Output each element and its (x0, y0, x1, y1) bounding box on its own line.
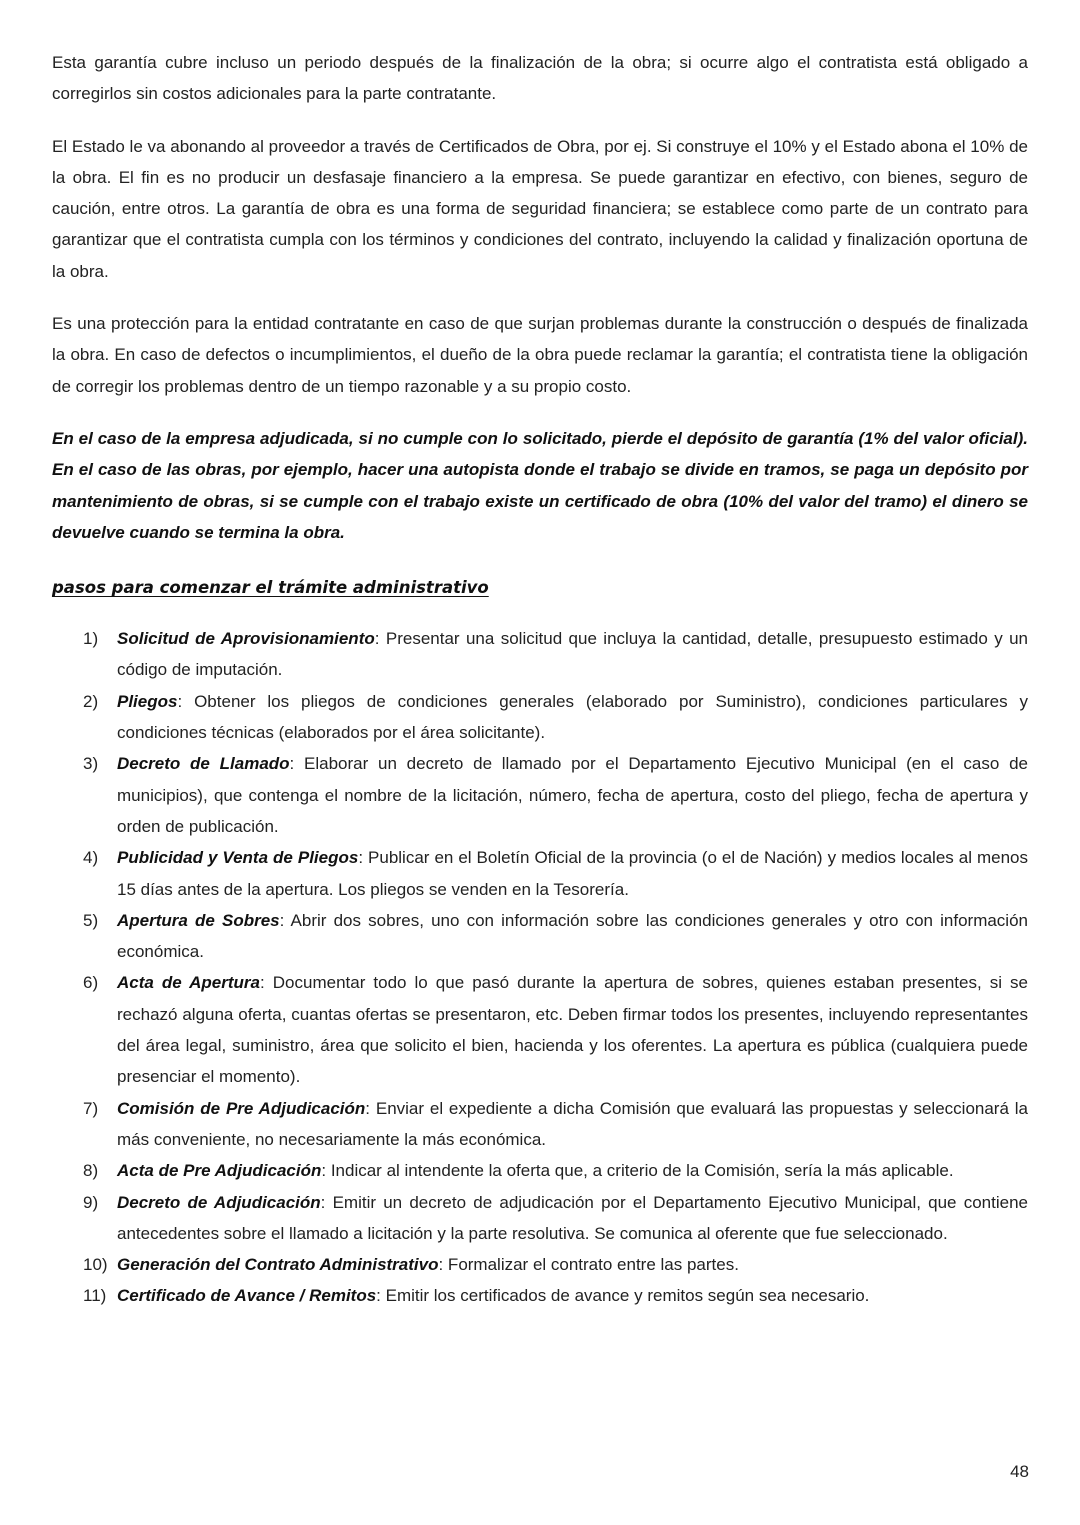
list-item (52, 1093, 1028, 1156)
list-item (52, 905, 1028, 968)
step-number: 2) (83, 691, 99, 711)
step-term: Solicitud de Aprovisionamiento (117, 629, 375, 649)
steps-list (52, 623, 1028, 1312)
step-term: Decreto de Llamado (117, 754, 290, 774)
list-item (52, 842, 1028, 905)
step-number: 11) (83, 1286, 107, 1306)
step-number: 1) (83, 629, 99, 649)
step-number: 6) (83, 973, 99, 993)
step-term: Acta de Apertura (117, 973, 260, 993)
section-heading: pasos para comenzar el trámite administrativo (52, 578, 489, 598)
step-text: : Indicar al intendente la oferta que, a criterio de la Comisión, sería la más aplicable. (321, 1161, 954, 1181)
step-term: Apertura de Sobres (117, 910, 280, 930)
step-text: : Emitir los certificados de avance y remitos según sea necesario. (376, 1286, 870, 1306)
document-page (52, 47, 1028, 1312)
step-term: Publicidad y Venta de Pliegos (117, 848, 359, 868)
step-term: Comisión de Pre Adjudicación (117, 1098, 366, 1118)
page-number: 48 (1010, 1462, 1029, 1481)
step-term: Certificado de Avance / Remitos (117, 1286, 377, 1306)
list-item (52, 1280, 1028, 1311)
step-term: Decreto de Adjudicación (117, 1192, 321, 1212)
step-number: 3) (83, 754, 99, 774)
list-item (52, 623, 1028, 686)
step-term: Pliegos (117, 691, 178, 711)
step-number: 5) (83, 910, 99, 930)
paragraph-protection: Es una protección para la entidad contratante en caso de que surjan problemas durante la construcción o después de finalizada la obra. En caso de defectos o incumplimientos, el dueño de la obra puede reclamar la garantía; el contratista tiene la obligación de corregir los problemas dentro de un tiempo razonable y a su propio costo. (52, 314, 1028, 396)
step-text: : Enviar el expediente a dicha Comisión que evaluará las propuestas y seleccionará la más conveniente, no necesariamente la más económica. (117, 1098, 1028, 1149)
list-item (52, 967, 1028, 1092)
step-number: 7) (83, 1098, 99, 1118)
paragraph-warranty-period: Esta garantía cubre incluso un periodo después de la finalización de la obra; si ocurre algo el contratista está obligado a corregirlos sin costos adicionales para la parte contratante. (52, 53, 1028, 104)
list-item (52, 1187, 1028, 1250)
step-text: : Emitir un decreto de adjudicación por el Departamento Ejecutivo Municipal, que contiene antecedentes sobre el llamado a licitación y la parte resolutiva. Se comunica al oferente que fue seleccionado. (117, 1192, 1028, 1243)
step-number: 4) (83, 848, 99, 868)
list-item (52, 1249, 1028, 1280)
list-item (52, 748, 1028, 842)
step-text: : Obtener los pliegos de condiciones generales (elaborado por Suministro), condiciones particulares y condiciones técnicas (elaborados por el área solicitante). (117, 691, 1028, 743)
list-item (52, 1155, 1028, 1186)
step-number: 8) (83, 1161, 99, 1181)
paragraph-certificates: El Estado le va abonando al proveedor a través de Certificados de Obra, por ej. Si construye el 10% y el Estado abona el 10% de la obra. El fin es no producir un desfasaje financiero a la empresa. Se puede garantizar en efectivo, con bienes, seguro de caución, entre otros. La garantía de obra es una forma de seguridad financiera; se establece como parte de un contrato para garantizar que el contratista cumpla con los términos y condiciones del contrato, incluyendo la calidad y finalización oportuna de la obra. (52, 136, 1028, 281)
step-text: : Formalizar el contrato entre las partes. (438, 1255, 739, 1275)
step-number: 9) (83, 1192, 99, 1212)
step-text: : Publicar en el Boletín Oficial de la provincia (o el de Nación) y medios locales al menos 15 días antes de la apertura. Los pliegos se venden en la Tesorería. (117, 848, 1028, 899)
step-text: : Abrir dos sobres, uno con información sobre las condiciones generales y otro con información económica. (117, 910, 1028, 962)
step-term: Generación del Contrato Administrativo (117, 1255, 439, 1275)
step-number: 10) (83, 1255, 108, 1275)
step-term: Acta de Pre Adjudicación (117, 1161, 322, 1181)
paragraph-emphasis-deposit: En el caso de la empresa adjudicada, si no cumple con lo solicitado, pierde el depósito de garantía (1% del valor oficial). En el caso de las obras, por ejemplo, hacer una autopista donde el trabajo se divide en tramos, se paga un depósito por mantenimiento de obras, si se cumple con el trabajo existe un certificado de obra (10% del valor del tramo) el dinero se devuelve cuando se termina la obra. (52, 428, 1028, 542)
step-text: : Presentar una solicitud que incluya la cantidad, detalle, presupuesto estimado y un código de imputación. (117, 629, 1028, 680)
step-text: : Documentar todo lo que pasó durante la apertura de sobres, quienes estaban presentes, si se rechazó alguna oferta, cuantas ofertas se presentaron, etc. Deben firmar todos los presentes, incluyendo representantes del área legal, suministro, área que solicito el bien, hacienda y los oferentes. La apertura es pública (cualquiera puede presenciar el momento). (117, 973, 1029, 1087)
step-text: : Elaborar un decreto de llamado por el Departamento Ejecutivo Municipal (en el caso de municipios), que contenga el nombre de la licitación, número, fecha de apertura, costo del pliego, fecha de apertura y orden de publicación. (117, 754, 1028, 836)
list-item (52, 686, 1028, 749)
